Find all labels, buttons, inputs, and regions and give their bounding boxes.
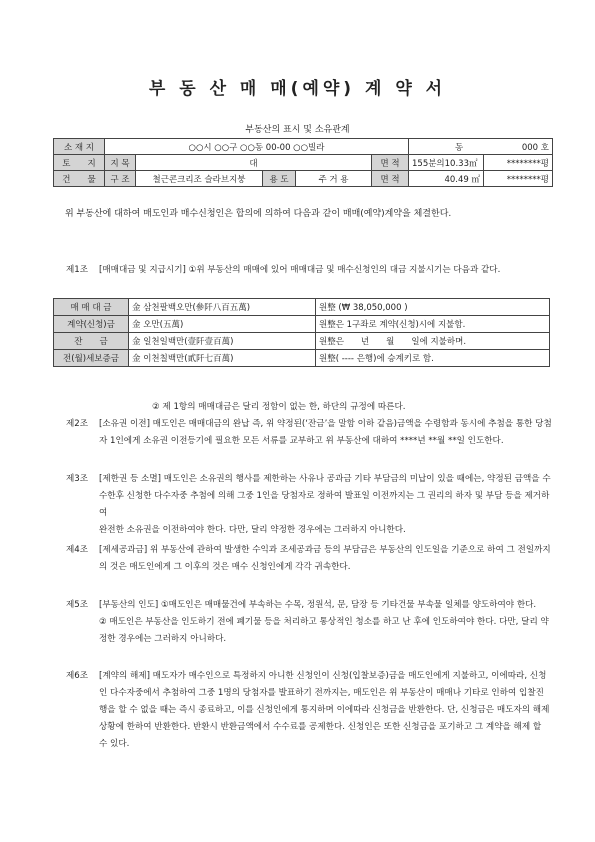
land-area-label: 면 적 — [372, 155, 409, 171]
land-area-pyeong: ********평 — [484, 155, 553, 171]
article-1 — [66, 262, 552, 279]
payment-label: 계약(신청)금 — [54, 316, 129, 333]
article-3 — [66, 471, 552, 539]
structure-label: 구 조 — [105, 171, 136, 187]
article-label: 제4조 — [66, 545, 89, 555]
building-area-pyeong: ********평 — [484, 171, 553, 187]
table-row — [54, 139, 553, 155]
property-table — [53, 138, 553, 187]
table-row — [54, 316, 550, 333]
table-row — [54, 333, 550, 350]
article-1-clause-2: ② 제 1항의 매매대금은 달리 정함이 없는 한, 하단의 규정에 따른다. — [152, 402, 406, 412]
article-text: [제한권 등 소멸] 매도인은 소유권의 행사를 제한하는 사유나 공과금 기타 부담금의 미납이 있을 때에는, 약정된 금액을 수수한후 신청한 다수자중 추첨에 의해 그중 1인을 당첨자로 정하여 발표일 이전까지는 그 권리의 하자 및 부담 등을 제거하여 — [99, 474, 551, 518]
article-6 — [66, 668, 552, 753]
payment-amount: 金 일천일백만(壹阡壹百萬) — [129, 333, 316, 350]
article-label: 제3조 — [66, 474, 89, 484]
use-label: 용 도 — [263, 171, 296, 187]
land-label: 토 지 — [54, 155, 105, 171]
article-text: [제세공과금] 위 부동산에 관하여 발생한 수익과 조세공과금 등의 부담금은 부동산의 인도일을 기준으로 하여 그 전일까지의 것은 매도인에게 그 이후의 것은 매수 신청인에게 각각 귀속한다. — [99, 545, 551, 572]
article-label: 제5조 — [66, 600, 89, 610]
payment-amount: 金 이천칠백만(貳阡七百萬) — [129, 350, 316, 367]
article-text: [부동산의 인도] ①매도인은 매매물건에 부속하는 수목, 정원석, 문, 담장 등 기타건물 부속물 일체를 양도하여야 한다. — [99, 600, 537, 610]
article-2 — [66, 416, 552, 450]
table-row — [54, 299, 550, 316]
building-area-label: 면 적 — [372, 171, 409, 187]
article-label: 제1조 — [66, 265, 89, 275]
property-section-subtitle: 부동산의 표시 및 소유관계 — [245, 125, 350, 135]
article-text-tail: 완전한 소유권을 이전하여야 한다. 다만, 달리 약정한 경우에는 그러하지 아니한다. — [99, 525, 406, 535]
jimok-label: 지 목 — [105, 155, 136, 171]
payment-amount: 金 오만(五萬) — [129, 316, 316, 333]
article-label: 제2조 — [66, 419, 89, 429]
building-label: 건 물 — [54, 171, 105, 187]
payment-table — [53, 298, 550, 367]
article-text: [매매대금 및 지급시기] ①위 부동산의 매매에 있어 매매대금 및 매수신청인의 대금 지불시기는 다음과 같다. — [99, 265, 501, 275]
article-text: [계약의 해제] 매도자가 매수인으로 특정하지 아니한 신청인이 신청(입찰보증)금을 매도인에게 지불하고, 이에따라, 신청인 다수자중에서 추첨하여 그중 1명의 당첨자를 발표하기 전까지는, 매도인은 위 부동산이 매매나 기타로 인하여 입찰진행을 할 수 없을 때는 즉시 종료하고, 이를 신청인에게 통지하며 이에따라 신청금을 반환한다. 단, 신청금은 매도자의 해제 상황에 한하여 반환한다. 반환시 반환금액에서 수수료를 공제한다. 신청인은 또한 신청금을 포기하고 그 계약을 해제 할 수 있다. — [99, 671, 550, 749]
payment-amount: 金 삼천팔백오만(參阡八百五萬) — [129, 299, 316, 316]
use-value: 주 거 용 — [296, 171, 372, 187]
land-area-value: 155분의10.33㎡ — [409, 155, 484, 171]
table-row — [54, 155, 553, 171]
intro-paragraph: 위 부동산에 대하여 매도인과 매수신청인은 합의에 의하여 다음과 같이 매매(예약)계약을 체결한다. — [65, 209, 452, 219]
jimok-value: 대 — [136, 155, 372, 171]
article-4 — [66, 542, 552, 576]
dong-label: 동 — [455, 142, 464, 153]
payment-note: 원整( ---- 은행)에 승계키로 함. — [316, 350, 550, 367]
article-label: 제6조 — [66, 671, 89, 681]
payment-label: 매 매 대 금 — [54, 299, 129, 316]
building-area-value: 40.49 ㎡ — [409, 171, 484, 187]
location-label: 소 재 지 — [54, 139, 105, 155]
structure-value: 철근콘크리조 슬라브지붕 — [136, 171, 263, 187]
payment-note: 원整은 1구좌로 계약(신청)시에 지불함. — [316, 316, 550, 333]
location-value: ○○시 ○○구 ○○동 00-00 ○○빌라 — [105, 139, 409, 155]
payment-label: 전(월)세보증금 — [54, 350, 129, 367]
payment-label: 잔 금 — [54, 333, 129, 350]
table-row — [54, 171, 553, 187]
document-title: 부 동 산 매 매(예약) 계 약 서 — [148, 79, 447, 99]
article-5 — [66, 597, 552, 648]
ho-value: 000 호 — [521, 142, 549, 153]
article-text: [소유권 이전] 매도인은 매매대금의 완납 즉, 위 약정된(‘잔금’을 말함 이하 같음)금액을 수령함과 동시에 추첨을 통한 당첨자 1인에게 소유권 이전등기에 필요한 모든 서류를 교부하고 위 부동산에 대하여 ****년 **월 **일 인도한다. — [99, 419, 552, 446]
payment-note: 원整은 년 월 일에 지불하며. — [316, 333, 550, 350]
table-row — [54, 350, 550, 367]
payment-note: 원整 (₩ 38,050,000 ) — [316, 299, 550, 316]
article-clause-2: ② 매도인은 부동산을 인도하기 전에 폐기물 등을 처리하고 통상적인 청소를 하고 난 후에 인도하여야 한다. 다만, 달리 약정한 경우에는 그러하지 아니하다. — [99, 617, 549, 644]
